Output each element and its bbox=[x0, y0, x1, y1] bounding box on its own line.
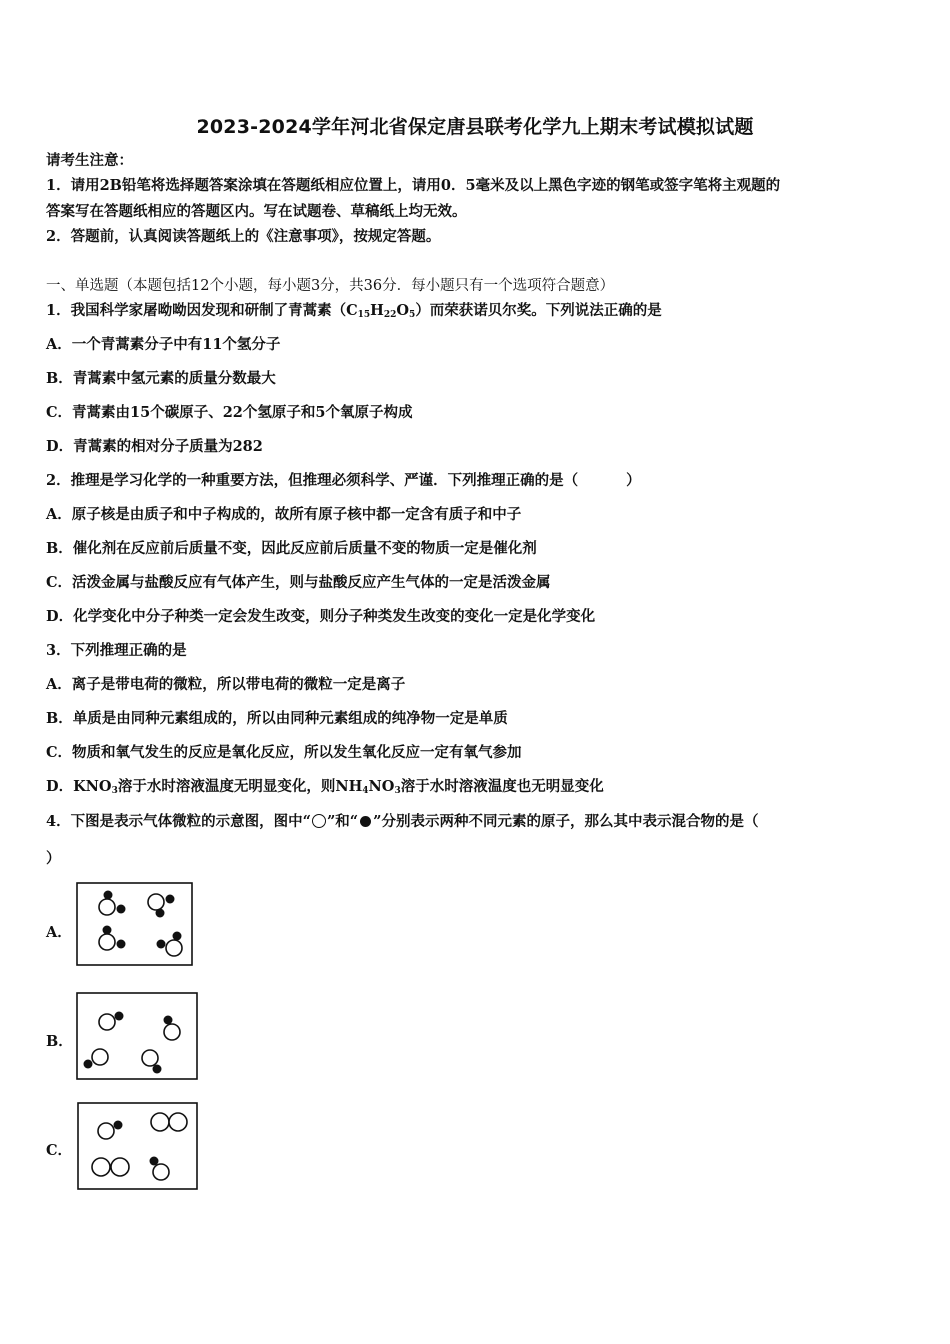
question-3-option-a: A．离子是带电荷的微粒，所以带电荷的微粒一定是离子 bbox=[46, 676, 406, 693]
question-1-option-c: C．青蒿素由15个碳原子、22个氢原子和5个氧原子构成 bbox=[46, 404, 413, 421]
question-4-stem: 4．下图是表示气体微粒的示意图，图中“ ”和“ ”分别表示两种不同元素的原子，那么其中表示混合物的是（ bbox=[46, 813, 759, 830]
question-1-stem: 1．我国科学家屠呦呦因发现和研制了青蒿素$(C_{15}H_{22}O_5)$而荣获诺贝尔奖。下列说法正确的是 bbox=[46, 302, 662, 320]
question-3-option-c: C．物质和氧气发生的反应是氧化反应，所以发生氧化反应一定有氧气参加 bbox=[46, 744, 522, 761]
diagram-option-c bbox=[77, 1102, 201, 1192]
question-2-option-c: C．活泼金属与盐酸反应有气体产生，则与盐酸反应产生气体的一定是活泼金属 bbox=[46, 574, 551, 591]
question-3-option-d: D．$KNO_3$溶于水时溶液温度无明显变化，则$NH_4NO_3$溶于水时溶液温度也无明显变化 bbox=[46, 778, 604, 796]
formula-qinghaosu: $C_{15}H_{22}O_5$ bbox=[346, 302, 416, 320]
question-3-option-b: B．单质是由同种元素组成的，所以由同种元素组成的纯净物一定是单质 bbox=[46, 710, 508, 727]
notice-line-3: 2．答题前，认真阅读答题纸上的《注意事项》，按规定答题。 bbox=[46, 228, 441, 245]
section-heading: 一、单选题（本题包括12个小题，每小题3分，共36分．每小题只有一个选项符合题意） bbox=[46, 278, 615, 294]
question-4-label-a: A． bbox=[46, 924, 72, 941]
filled-circle-atom-icon bbox=[360, 816, 371, 827]
open-circle-atom-icon bbox=[312, 814, 326, 828]
question-1-option-b: B．青蒿素中氢元素的质量分数最大 bbox=[46, 370, 276, 387]
question-4-label-b: B． bbox=[46, 1033, 73, 1050]
diagram-option-b bbox=[76, 992, 200, 1082]
question-2-option-a: A．原子核是由质子和中子构成的，故所有原子核中都一定含有质子和中子 bbox=[46, 506, 522, 523]
question-4-label-c: C． bbox=[46, 1142, 73, 1159]
question-2-stem: 2．推理是学习化学的一种重要方法，但推理必须科学、严谨．下列推理正确的是（ ） bbox=[46, 472, 641, 489]
question-1-option-a: A．一个青蒿素分子中有11个氢分子 bbox=[46, 336, 281, 353]
notice-line-1: 1．请用2B铅笔将选择题答案涂填在答题纸相应位置上，请用0．5毫米及以上黑色字迹的钢笔或签字笔将主观题的 bbox=[46, 177, 781, 194]
question-4-stem-close: ） bbox=[46, 850, 61, 867]
notice-heading: 请考生注意： bbox=[46, 152, 133, 169]
question-1-option-d: D．青蒿素的相对分子质量为282 bbox=[46, 438, 263, 455]
diagram-option-a bbox=[76, 882, 194, 968]
question-2-option-d: D．化学变化中分子种类一定会发生改变，则分子种类发生改变的变化一定是化学变化 bbox=[46, 608, 596, 625]
question-3-stem: 3．下列推理正确的是 bbox=[46, 642, 187, 659]
notice-line-2: 答案写在答题纸相应的答题区内。写在试题卷、草稿纸上均无效。 bbox=[46, 203, 467, 220]
question-2-option-b: B．催化剂在反应前后质量不变，因此反应前后质量不变的物质一定是催化剂 bbox=[46, 540, 537, 557]
page-title: 2023-2024学年河北省保定唐县联考化学九上期末考试模拟试题 bbox=[196, 116, 754, 138]
